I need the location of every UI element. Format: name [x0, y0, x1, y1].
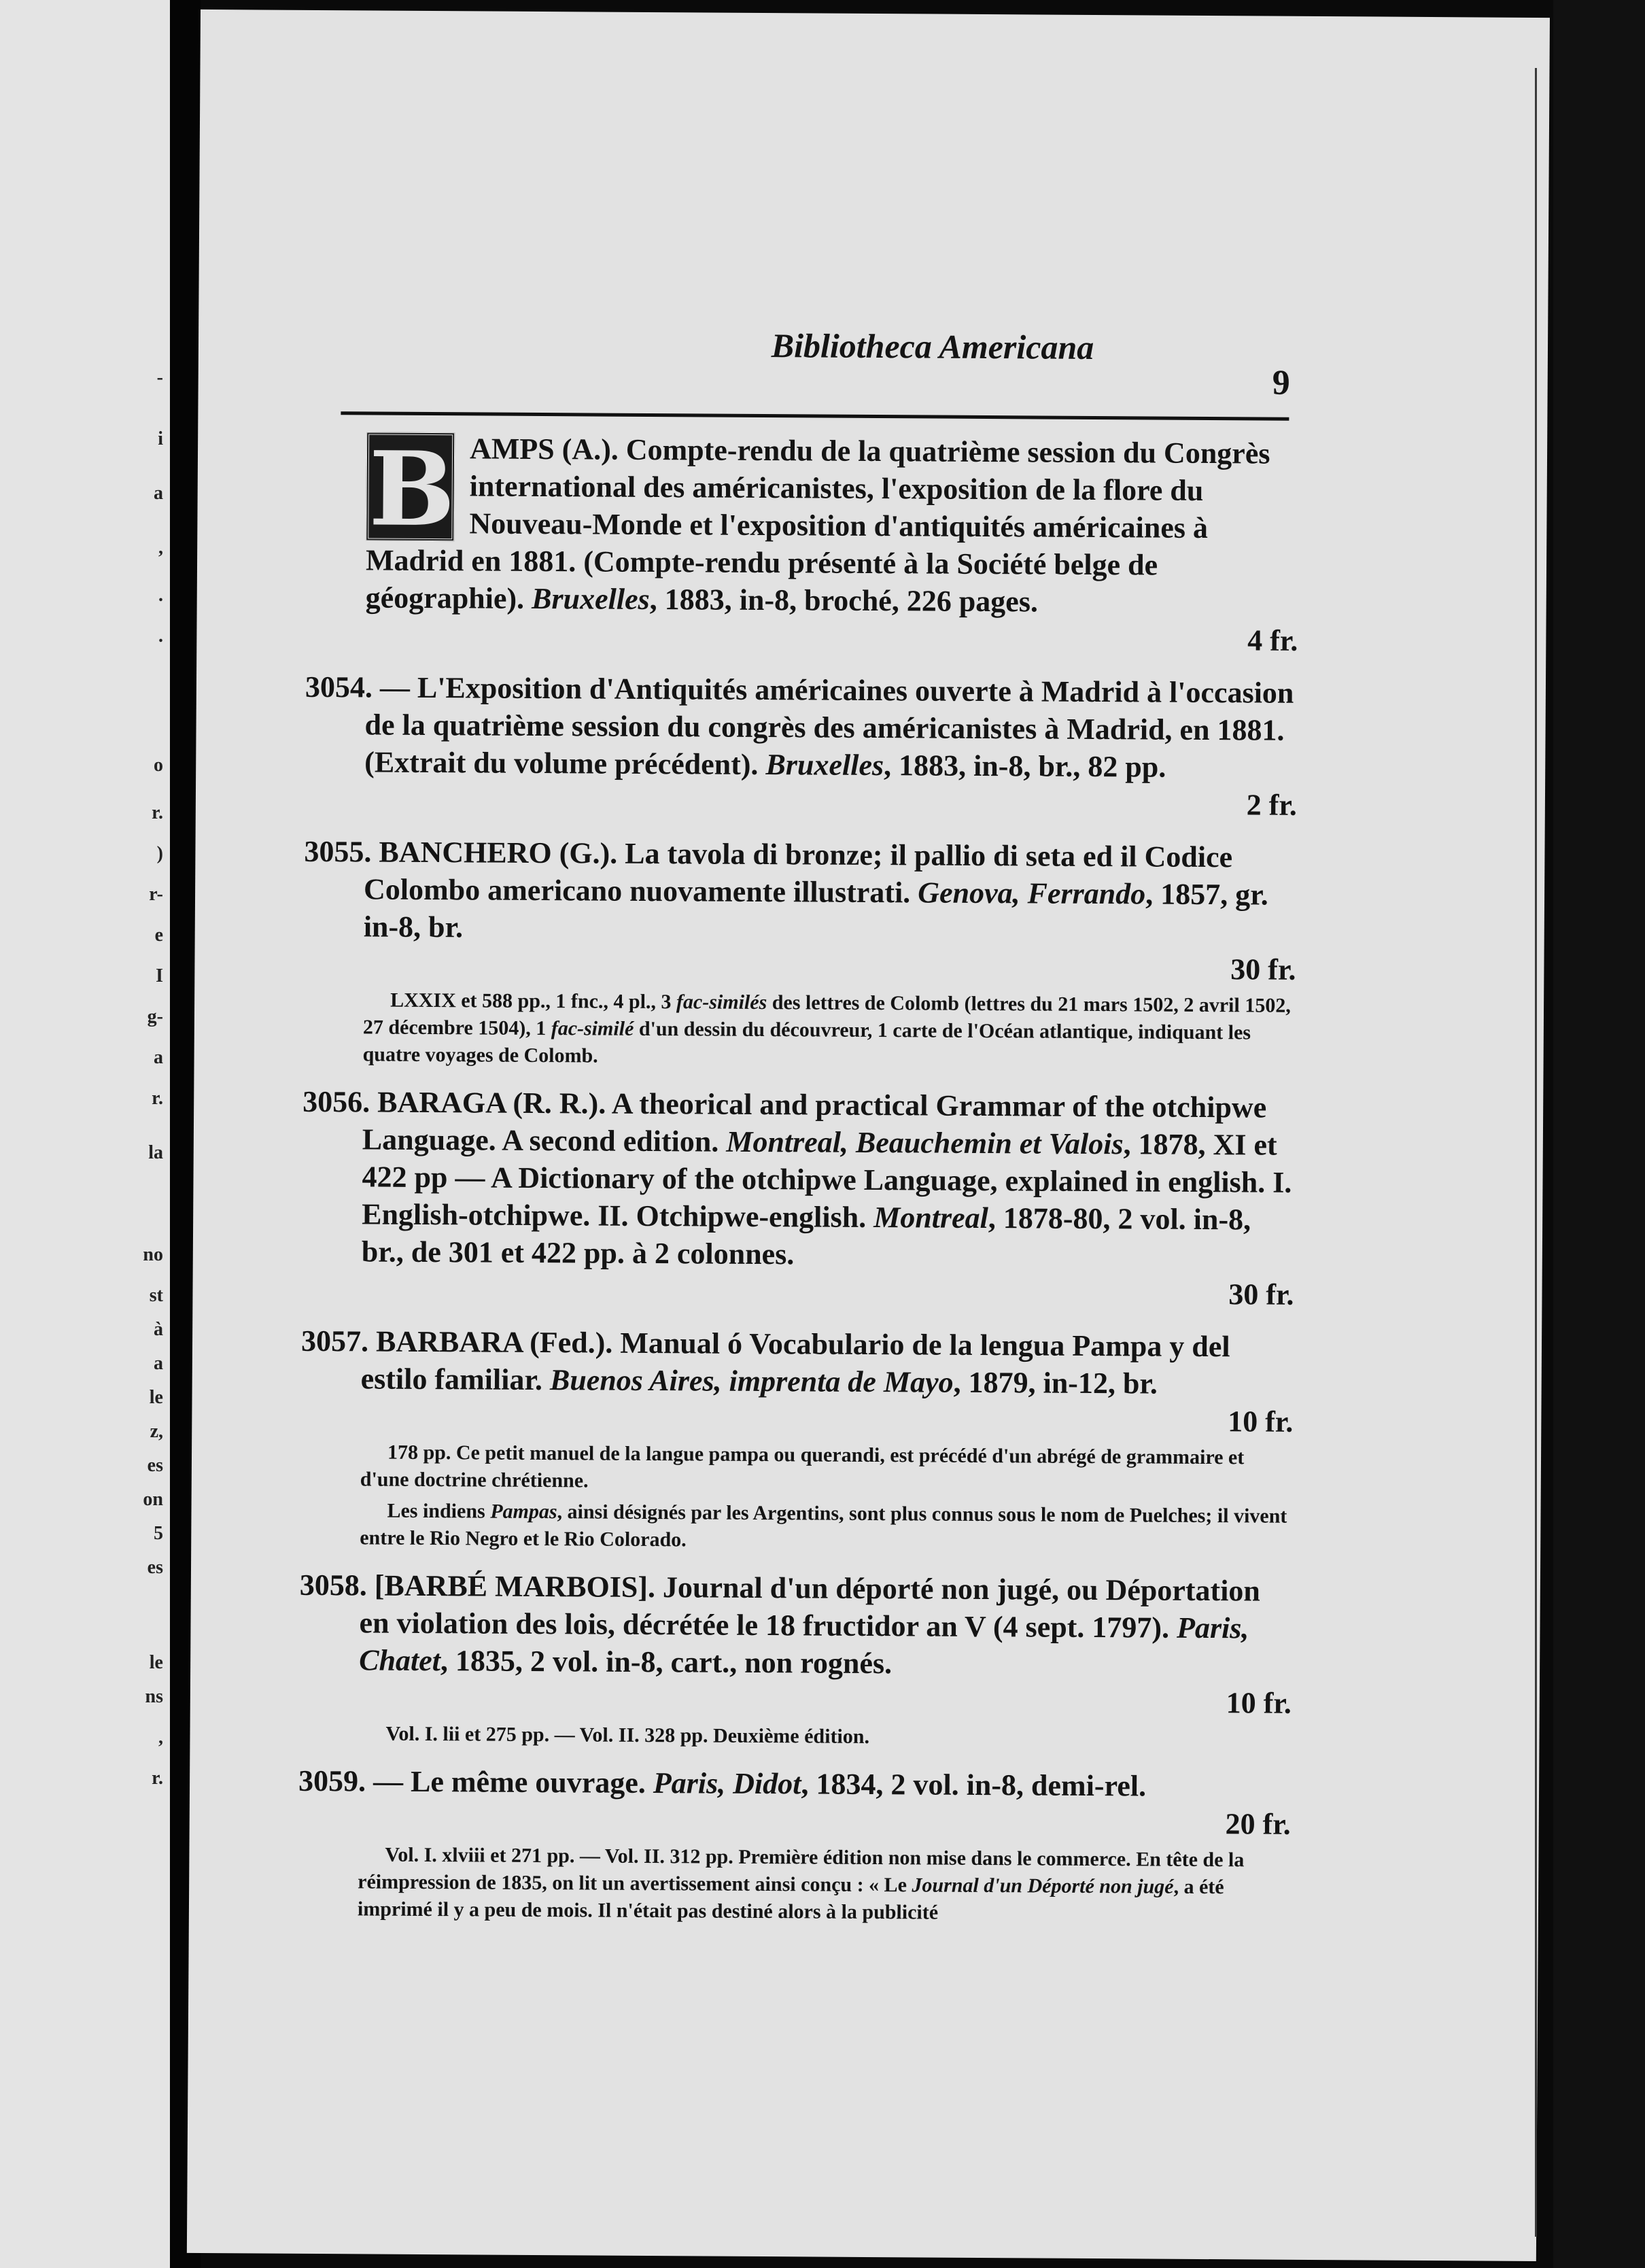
catalogue-entry	[305, 668, 1298, 824]
entry-text	[302, 1083, 1296, 1276]
text-run: , 1834, 2 vol. in-8, demi-rel.	[801, 1767, 1147, 1803]
text-run: BARBARA (Fed.). Manual ó Vocabulario de la lengua Pampa y del estilo familiar.	[360, 1324, 1230, 1397]
adjacent-page-fragment: le	[149, 1387, 163, 1408]
text-run: des lettres de Colomb (lettres du 21 mars 1502, 2 avril 1502, 27 décembre 1504), 1	[362, 991, 1291, 1040]
text-run: [BARBÉ MARBOIS]. Journal d'un déporté non jugé, ou Déportation en violation des lois, décrétée le 18 fructidor an V (4 sept. 1797).	[359, 1568, 1261, 1645]
adjacent-page-fragment: à	[154, 1319, 163, 1340]
text-run: , 1879, in-12, br.	[953, 1365, 1158, 1401]
entry-text	[298, 1762, 1291, 1806]
adjacent-page-fragment: ,	[158, 537, 163, 558]
adjacent-page-fragment: a	[154, 1047, 163, 1068]
entry-note	[300, 1497, 1292, 1558]
adjacent-page-fragment: g-	[147, 1006, 163, 1027]
adjacent-page-fragment: no	[143, 1244, 163, 1265]
italic-text: Buenos Aires, imprenta de Mayo	[549, 1363, 954, 1399]
first-entry-body	[306, 429, 1300, 622]
entry-price: 30 fr.	[1228, 1277, 1294, 1311]
text-run: AMPS (A.). Compte-rendu de la quatrième session du Congrès international des américanistes, l'exposition de la flore du Nouveau-Monde et l'exposition d'antiquités américaines à Madrid en 1881. (Compte-rendu présenté à la Société belge de géographie).	[365, 432, 1270, 615]
adjacent-page-fragment: es	[147, 1557, 163, 1578]
text-run: 178 pp. Ce petit manuel de la langue pampa ou querandi, est précédé d'un abrégé de grammaire et d'une doctrine chrétienne.	[360, 1441, 1245, 1492]
text-run: , 1878-80, 2 vol. in-8, br., de 301 et 422 pp. à 2 colonnes.	[361, 1201, 1251, 1271]
catalogue-entry	[298, 1762, 1291, 1929]
text-run: BANCHERO (G.). La tavola di bronze; il pallio di seta ed il Codice Colombo americano nuovamente illustrati.	[363, 835, 1233, 910]
text-run: , 1878, XI et 422 pp — A Dictionary of the otchipwe Language, explained in english. I. English-otchipwe. II. Otchipwe-english.	[362, 1127, 1292, 1235]
entry-text	[299, 1566, 1292, 1685]
catalogue-entry	[303, 833, 1297, 1074]
italic-text: Montreal, Beauchemin et Valois	[726, 1124, 1124, 1161]
adjacent-page-fragment: 5	[154, 1523, 163, 1544]
adjacent-page-fragment: r-	[149, 884, 163, 905]
text-run: , 1857, gr. in-8, br.	[363, 877, 1268, 944]
right-background	[1553, 0, 1645, 2268]
entry-number: 3055.	[304, 834, 379, 869]
entry-text	[305, 668, 1298, 787]
entry-note	[300, 1439, 1293, 1499]
page-edge-line	[1535, 68, 1537, 2237]
text-run: d'un dessin du découvreur, 1 carte de l'Océan atlantique, indiquant les quatre voyages de Colomb.	[362, 1017, 1251, 1067]
entry-number: 3054.	[305, 670, 381, 704]
catalogue-entry	[305, 429, 1299, 659]
adjacent-page	[0, 0, 170, 2268]
catalogue-entries	[298, 418, 1300, 1944]
ornamental-dropcap: B	[366, 432, 455, 541]
text-run: , 1835, 2 vol. in-8, cart., non rognés.	[440, 1644, 893, 1681]
adjacent-page-fragment: es	[147, 1455, 163, 1476]
page-number: 9	[1272, 363, 1290, 402]
entry-price: 10 fr.	[1226, 1686, 1292, 1720]
entry-price: 30 fr.	[1230, 952, 1296, 986]
italic-text: fac-similé	[551, 1017, 634, 1040]
italic-text: Pampas	[490, 1500, 557, 1524]
adjacent-page-fragment: r.	[152, 1768, 163, 1789]
entry-note	[298, 1841, 1291, 1929]
text-run: , ainsi désignés par les Argentins, sont plus connus sous le nom de Puelches; il vivent entre le Rio Negro et le Rio Colorado.	[360, 1500, 1287, 1551]
adjacent-page-fragment: r.	[152, 802, 163, 823]
entry-number: 3056.	[302, 1084, 378, 1119]
adjacent-page-fragment: on	[143, 1489, 163, 1510]
entry-price: 10 fr.	[1228, 1405, 1294, 1439]
italic-text: Montreal	[873, 1201, 989, 1235]
adjacent-page-fragment: ,	[158, 1727, 163, 1748]
text-run: LXXIX et 588 pp., 1 fnc., 4 pl., 3	[390, 989, 677, 1014]
catalogue-entry	[300, 1322, 1294, 1558]
entry-text	[304, 833, 1297, 951]
entry-number: 3057.	[300, 1324, 377, 1358]
italic-text: fac-similés	[676, 991, 767, 1014]
adjacent-page-fragment: )	[156, 843, 163, 864]
adjacent-page-fragment: a	[154, 1353, 163, 1374]
running-title: Bibliotheca Americana	[771, 326, 1094, 366]
italic-text: Paris, Chatet	[359, 1611, 1249, 1678]
catalogue-entry	[298, 1566, 1292, 1753]
italic-text: Bruxelles	[765, 748, 884, 783]
adjacent-page-fragment: .	[158, 585, 163, 606]
text-run: — Le même ouvrage.	[373, 1764, 654, 1800]
entry-price: 20 fr.	[1225, 1807, 1291, 1841]
italic-text: Genova, Ferrando	[918, 876, 1146, 911]
adjacent-page-fragment: la	[148, 1142, 163, 1163]
text-run: , a été imprimé il y a peu de mois. Il n'était pas destiné alors à la publicité	[357, 1875, 1224, 1924]
entry-text	[301, 1322, 1294, 1403]
catalogue-entry	[301, 1083, 1295, 1313]
adjacent-page-fragment: I	[156, 965, 163, 986]
text-run: BARAGA (R. R.). A theorical and practical Grammar of the otchipwe Language. A second edition.	[362, 1085, 1267, 1158]
adjacent-page-text-fragments	[0, 0, 170, 2268]
adjacent-page-fragment: e	[154, 925, 163, 946]
entry-note	[303, 986, 1296, 1074]
text-run: Vol. I. xlviii et 271 pp. — Vol. II. 312 pp. Première édition non mise dans le commerce. En tête de la réimpression de 1835, on lit un avertissement ainsi conçu : « Le	[358, 1843, 1245, 1897]
adjacent-page-fragment: a	[154, 483, 163, 504]
adjacent-page-fragment: o	[154, 755, 163, 776]
text-run: , 1883, in-8, broché, 226 pages.	[649, 582, 1039, 619]
italic-text: Bruxelles	[531, 581, 650, 616]
adjacent-page-fragment: le	[149, 1652, 163, 1673]
entry-number: 3058.	[299, 1568, 375, 1602]
text-run: , 1883, in-8, br., 82 pp.	[883, 749, 1166, 784]
entry-text	[366, 429, 1300, 621]
adjacent-page-fragment: ns	[145, 1686, 163, 1707]
text-run: — L'Exposition d'Antiquités américaines ouverte à Madrid à l'occasion de la quatrième session du congrès des américanistes à Madrid, en 1881. (Extrait du volume précédent).	[364, 670, 1294, 782]
adjacent-page-fragment: z,	[150, 1421, 163, 1442]
entry-note	[298, 1720, 1291, 1753]
adjacent-page-fragment: r.	[152, 1088, 163, 1109]
adjacent-page-fragment: .	[158, 625, 163, 647]
text-run: Vol. I. lii et 275 pp. — Vol. II. 328 pp. Deuxième édition.	[385, 1722, 870, 1748]
book-page	[187, 10, 1550, 2261]
entry-price: 4 fr.	[1247, 623, 1298, 657]
adjacent-page-fragment: -	[156, 367, 163, 388]
entry-price: 2 fr.	[1246, 788, 1298, 822]
adjacent-page-fragment: st	[149, 1285, 163, 1306]
italic-text: Journal d'un Déporté non jugé	[912, 1874, 1174, 1898]
italic-text: Paris, Didot	[653, 1766, 801, 1801]
entry-number: 3059.	[298, 1764, 374, 1798]
text-run: Les indiens	[387, 1499, 491, 1523]
adjacent-page-fragment: i	[158, 428, 163, 449]
